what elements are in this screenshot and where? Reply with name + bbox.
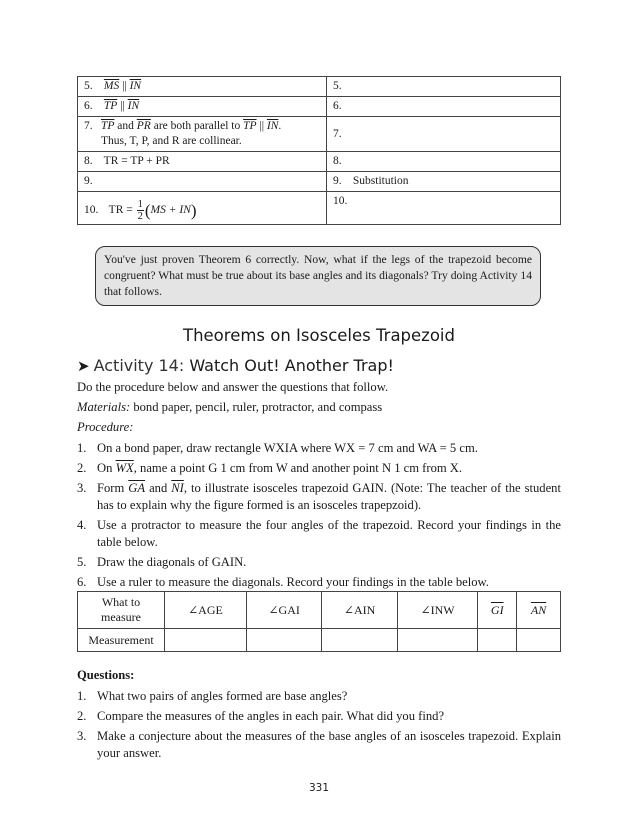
reason-number: 5.	[333, 80, 342, 92]
item-number: 1.	[77, 689, 87, 703]
proof-row-10	[78, 192, 561, 225]
item-number: 4.	[77, 518, 87, 532]
item-text: Use a ruler to measure the diagonals. Record your findings in the table below.	[97, 575, 489, 589]
row-number: 10.	[84, 204, 99, 217]
activity-name: Watch Out! Another Trap!	[189, 356, 394, 375]
materials-label: Materials:	[77, 400, 131, 414]
statement-lhs: TR =	[108, 204, 133, 217]
statement-expr: MS + IN	[150, 204, 191, 217]
procedure-item	[77, 554, 561, 571]
header-angle-inw: ∠INW	[397, 592, 478, 629]
segment-tp: $\overline{TP}$	[103, 100, 118, 112]
row-number: 7.	[84, 120, 93, 132]
segment-wx: $\overline{WX}$	[115, 461, 134, 475]
measurement-row	[78, 629, 561, 652]
procedure-list	[77, 440, 561, 594]
procedure-label	[77, 418, 561, 437]
question-item	[77, 728, 561, 762]
measurement-cell[interactable]	[397, 629, 478, 652]
close-paren: )	[190, 201, 197, 220]
activity-label: Activity 14:	[93, 356, 185, 375]
statement-cell	[78, 192, 327, 225]
row-number: 9.	[84, 175, 93, 187]
header-angle-gai: ∠GAI	[246, 592, 321, 629]
procedure-item	[77, 517, 561, 551]
measurement-table	[77, 591, 561, 652]
section-title: Theorems on Isosceles Trapezoid	[182, 326, 455, 345]
parallel-symbol: ||	[259, 120, 265, 132]
segment-ms: $\overline{MS}$	[103, 80, 120, 92]
row-number: 6.	[84, 100, 93, 112]
item-number: 1.	[77, 441, 87, 455]
measurement-cell[interactable]	[246, 629, 321, 652]
materials-line	[77, 398, 561, 417]
and-text: and	[149, 481, 168, 495]
header-diagonal-gi: $\overline{GI}$	[478, 592, 517, 629]
header-what-to-measure: What to measure	[78, 592, 165, 629]
item-text-pre: On	[97, 461, 113, 475]
and-text: and	[117, 120, 134, 132]
measurement-cell[interactable]	[517, 629, 561, 652]
segment-in: $\overline{IN}$	[266, 120, 279, 132]
item-number: 2.	[77, 461, 87, 475]
reason-number: 8.	[333, 155, 342, 167]
reason-cell	[327, 97, 561, 117]
segment-ga: $\overline{GA}$	[128, 481, 146, 495]
parallel-symbol: ||	[120, 100, 125, 112]
measurement-header-row	[78, 592, 561, 629]
item-number: 6.	[77, 575, 87, 589]
arrow-icon: ➤	[77, 357, 90, 375]
question-item	[77, 688, 561, 705]
statement-cell	[78, 152, 327, 172]
procedure-label-text: Procedure:	[77, 420, 134, 434]
reason-number: 9.	[333, 175, 342, 187]
item-text: Make a conjecture about the measures of the base angles of an isosceles trapezoid. Explain your answer.	[97, 729, 561, 760]
reason-cell	[327, 77, 561, 97]
reason-number: 10.	[333, 195, 348, 207]
segment-in: $\overline{IN}$	[127, 100, 140, 112]
proof-row-7	[78, 117, 561, 152]
reason-cell	[327, 152, 561, 172]
fraction-one-half	[137, 199, 144, 222]
proof-row-9	[78, 172, 561, 192]
item-text-pre: Form	[97, 481, 125, 495]
row-number: 5.	[84, 80, 93, 92]
period: .	[278, 120, 282, 132]
statement-cell	[78, 97, 327, 117]
statement-text: TR = TP + PR	[103, 155, 170, 167]
item-text: Draw the diagonals of GAIN.	[97, 555, 247, 569]
header-angle-ain: ∠AIN	[322, 592, 397, 629]
segment-tp: $\overline{TP}$	[243, 120, 257, 132]
activity-title	[77, 356, 394, 375]
item-text	[97, 480, 561, 514]
measurement-cell[interactable]	[165, 629, 247, 652]
questions-list	[77, 688, 561, 765]
page-number: 331	[308, 782, 330, 794]
procedure-item	[77, 574, 561, 591]
materials-text: bond paper, pencil, ruler, protractor, and compass	[133, 400, 383, 414]
parallel-symbol: ||	[122, 80, 127, 92]
reason-number: 7.	[333, 127, 342, 140]
statement-cell	[78, 77, 327, 97]
segment-tp: $\overline{TP}$	[101, 120, 115, 132]
question-item	[77, 708, 561, 725]
row-label-measurement: Measurement	[78, 629, 165, 652]
segment-pr: $\overline{PR}$	[136, 120, 151, 132]
measurement-cell[interactable]	[478, 629, 517, 652]
proof-table	[77, 76, 561, 225]
open-paren: (	[144, 201, 151, 220]
reason-number: 6.	[333, 100, 342, 112]
item-number: 3.	[77, 729, 87, 743]
reason-text: Substitution	[352, 175, 409, 187]
procedure-item	[77, 460, 561, 477]
header-angle-age: ∠AGE	[165, 592, 247, 629]
item-number: 2.	[77, 709, 87, 723]
collinear-text: Thus, T, P, and R are collinear.	[101, 135, 242, 147]
measurement-cell[interactable]	[322, 629, 397, 652]
statement-cell	[78, 117, 327, 152]
fraction-numerator: 1	[137, 199, 143, 210]
parallel-text: are both parallel to	[153, 120, 241, 132]
segment-ni: $\overline{NI}$	[171, 481, 184, 495]
segment-in: $\overline{IN}$	[129, 80, 142, 92]
item-number: 5.	[77, 555, 87, 569]
item-number: 3.	[77, 481, 87, 495]
reason-cell	[327, 172, 561, 192]
row-number: 8.	[84, 155, 93, 167]
item-text: Use a protractor to measure the four angles of the trapezoid. Record your findings in the table below.	[97, 518, 561, 549]
statement-cell	[78, 172, 327, 192]
questions-label: Questions:	[77, 668, 135, 682]
fraction-denominator: 2	[137, 211, 143, 222]
reason-cell	[327, 192, 561, 225]
item-text: What two pairs of angles formed are base angles?	[97, 689, 348, 703]
proof-row-5	[78, 77, 561, 97]
item-text-post: , name a point G 1 cm from W and another point N 1 cm from X.	[133, 461, 463, 475]
item-text-post: , to illustrate isosceles trapezoid GAIN. (Note: The teacher of the student has to explain why the figure formed is an isosceles trapepzoid).	[97, 481, 561, 512]
proof-row-8	[78, 152, 561, 172]
item-text: On a bond paper, draw rectangle WXIA where WX = 7 cm and WA = 5 cm.	[97, 441, 478, 455]
procedure-item	[77, 480, 561, 514]
item-text	[97, 460, 462, 477]
proof-row-6	[78, 97, 561, 117]
reason-cell	[327, 117, 561, 152]
header-diagonal-an: $\overline{AN}$	[517, 592, 561, 629]
procedure-item	[77, 440, 561, 457]
intro-text: Do the procedure below and answer the questions that follow.	[77, 380, 389, 394]
item-text: Compare the measures of the angles in each pair. What did you find?	[97, 709, 445, 723]
callout-box: You've just proven Theorem 6 correctly. Now, what if the legs of the trapezoid become congruent? What must be true about its base angles and its diagonals? Try doing Activity 14 that follows.	[95, 246, 541, 306]
